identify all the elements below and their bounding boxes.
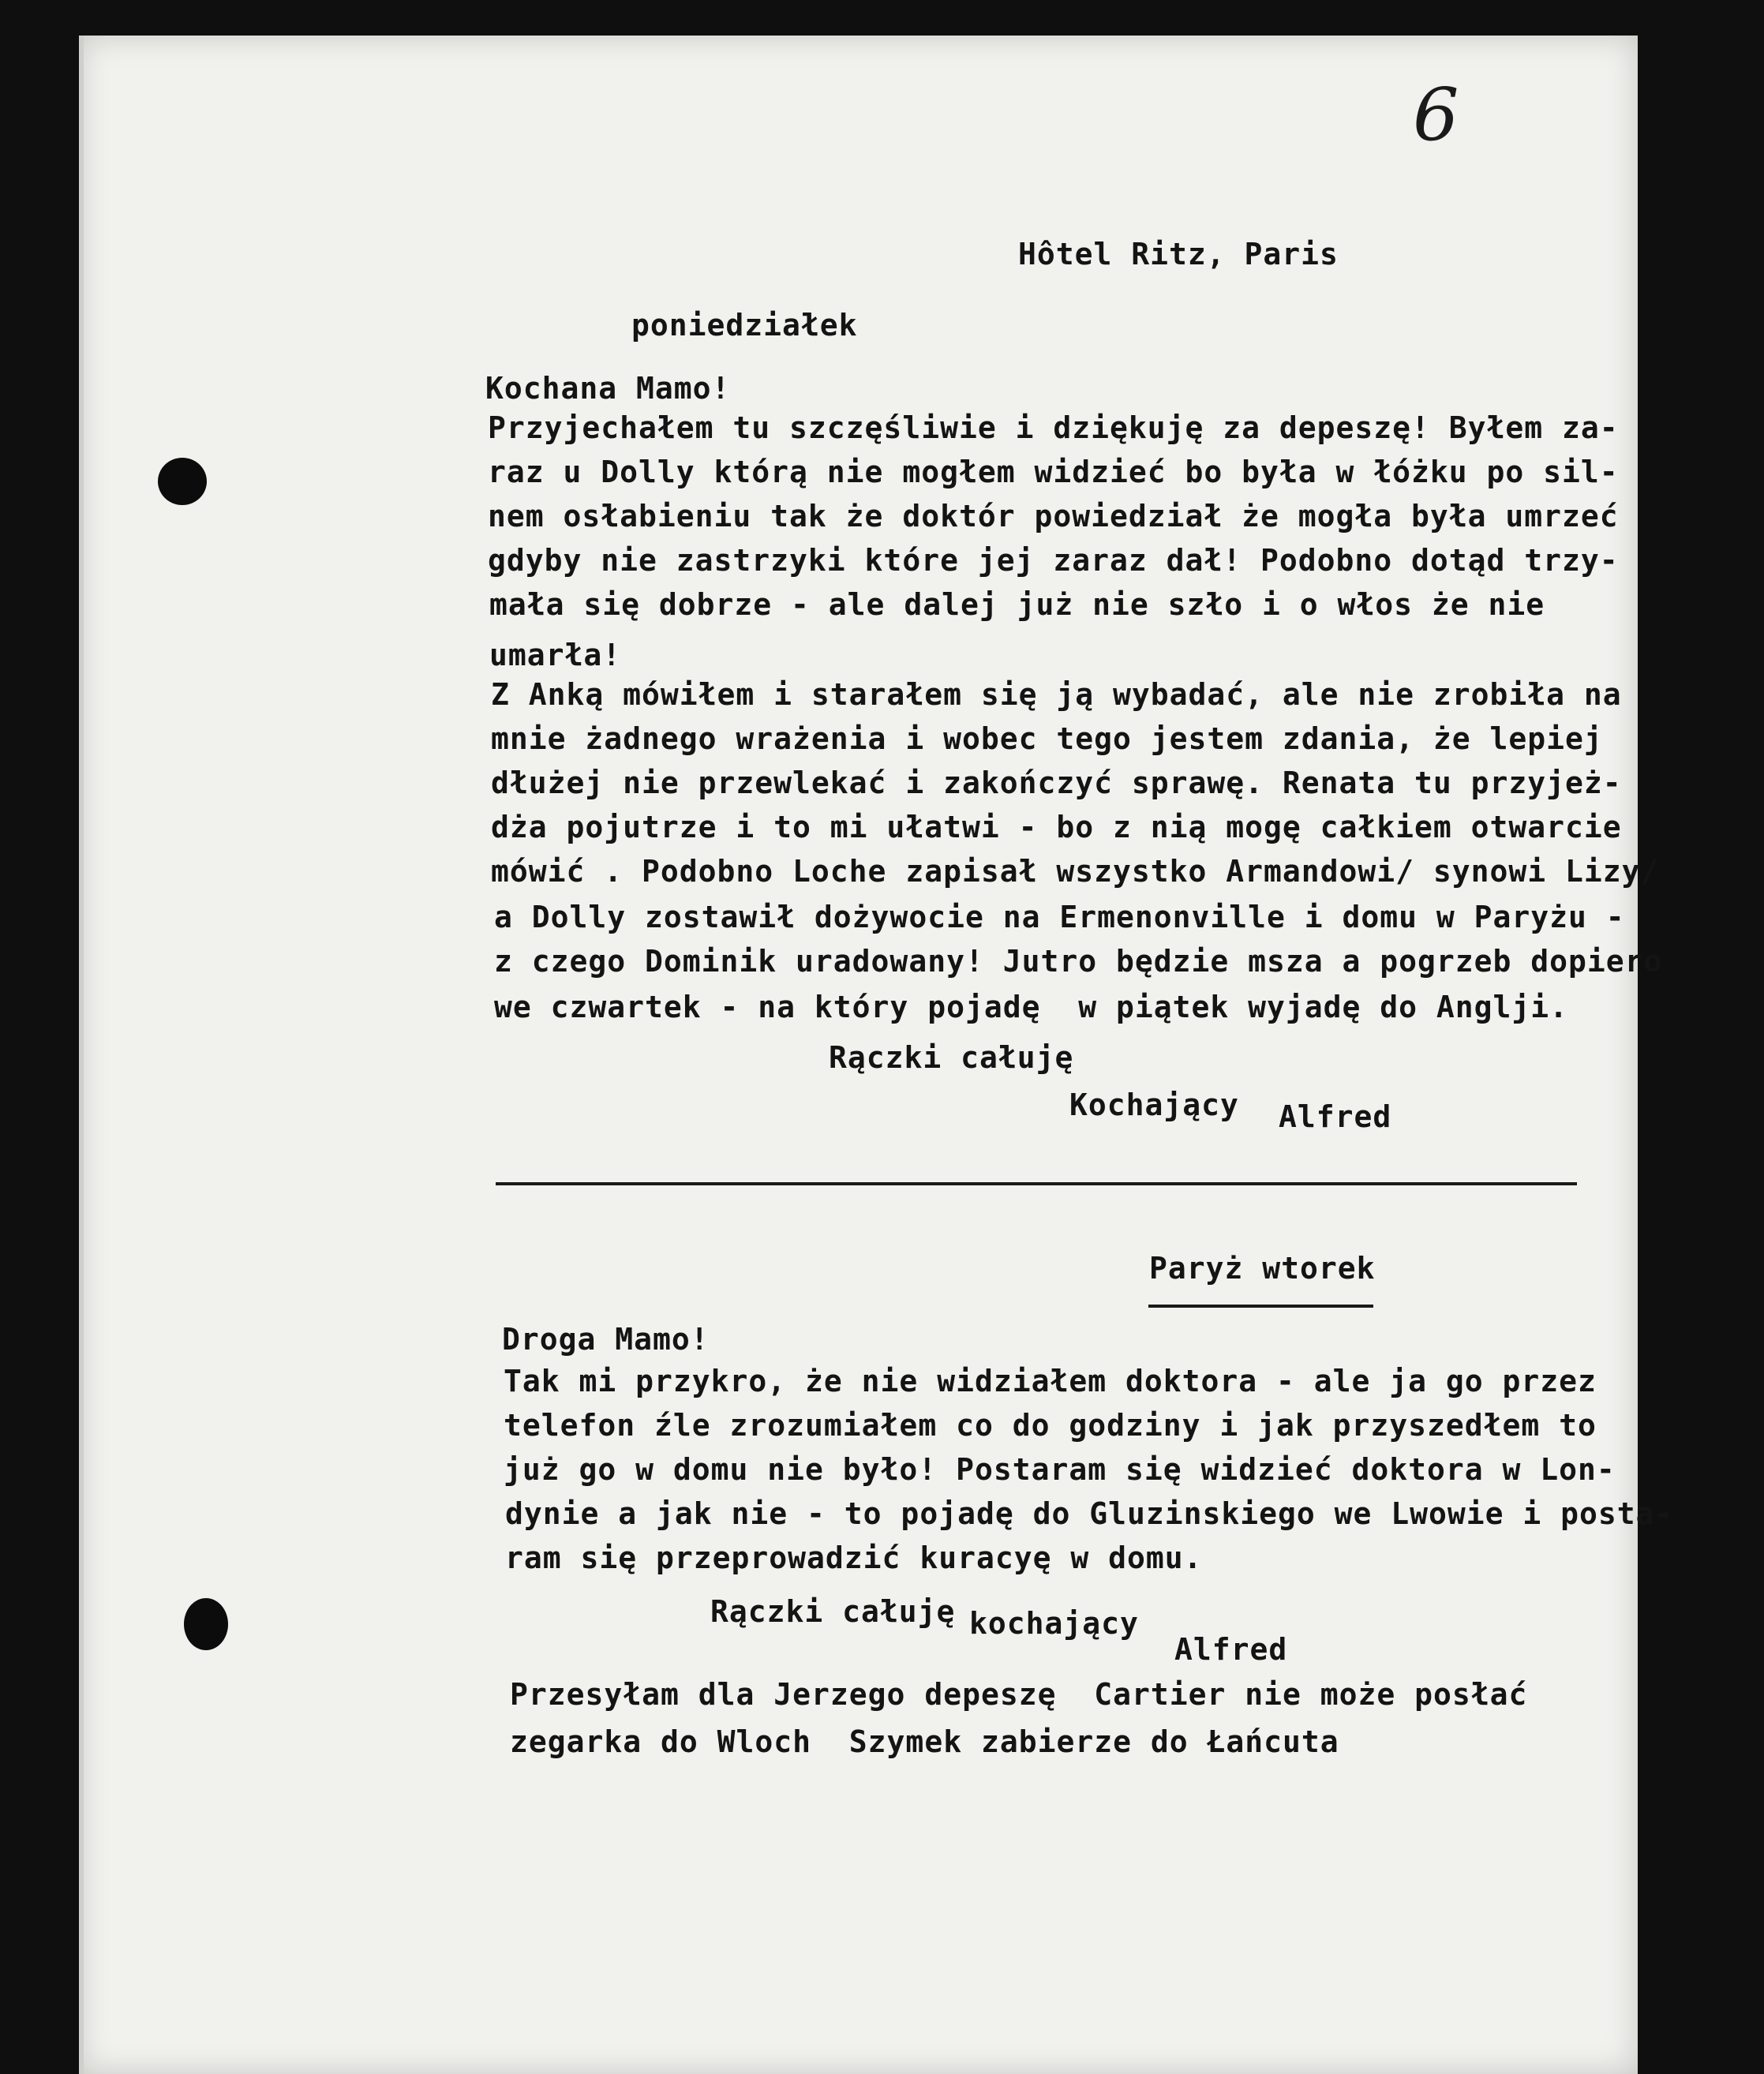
letter1-body-line: gdyby nie zastrzyki które jej zaraz dał! Podobno dotąd trzy- xyxy=(488,543,1619,578)
letter1-salutation: Kochana Mamo! xyxy=(485,371,731,406)
letter2-postscript-line: zegarka do Wloch Szymek zabierze do Łańcuta xyxy=(510,1724,1339,1759)
page-number: 6 xyxy=(1413,73,1459,157)
letter1-body-line: mówić . Podobno Loche zapisał wszystko Armandowi/ synowi Lizy/ xyxy=(491,854,1660,889)
letter2-salutation: Droga Mamo! xyxy=(502,1322,710,1357)
letter1-closing2: Kochający xyxy=(1069,1088,1239,1122)
punch-hole-bottom xyxy=(184,1598,228,1650)
letter2-body-line: Tak mi przykro, że nie widziałem doktora - ale ja go przez xyxy=(504,1364,1597,1398)
letter2-body-line: dynie a jak nie - to pojadę do Gluzinskiego we Lwowie i posta- xyxy=(505,1496,1674,1531)
letter1-closing: Rączki całuję xyxy=(829,1040,1074,1075)
letter2-closing2: kochający xyxy=(969,1606,1139,1641)
letter1-signature: Alfred xyxy=(1279,1099,1392,1134)
letter1-day: poniedziałek xyxy=(631,308,858,343)
divider-rule xyxy=(496,1182,1577,1185)
letter2-heading: Paryż wtorek xyxy=(1149,1251,1376,1286)
punch-hole-top xyxy=(158,458,207,505)
letter1-body-line: umarła! xyxy=(489,638,622,672)
letter1-body-line: z czego Dominik uradowany! Jutro będzie msza a pogrzeb dopiero xyxy=(494,944,1663,979)
letter2-postscript-line: Przesyłam dla Jerzego depeszę Cartier nie może posłać xyxy=(510,1677,1528,1712)
letter1-body-line: Z Anką mówiłem i starałem się ją wybadać, ale nie zrobiła na xyxy=(491,677,1622,712)
letter2-body-line: ram się przeprowadzić kuracyę w domu. xyxy=(505,1541,1203,1575)
letter1-body-line: mała się dobrze - ale dalej już nie szło i o włos że nie xyxy=(489,587,1545,622)
letter1-body-line: nem osłabieniu tak że doktór powiedział że mogła była umrzeć xyxy=(488,499,1619,533)
letter2-body-line: już go w domu nie było! Postaram się widzieć doktora w Lon- xyxy=(504,1452,1616,1487)
letter1-address: Hôtel Ritz, Paris xyxy=(1018,237,1339,271)
letter1-body-line: a Dolly zostawił dożywocie na Ermenonville i domu w Paryżu - xyxy=(494,900,1625,934)
letter1-body-line: mnie żadnego wrażenia i wobec tego jestem zdania, że lepiej xyxy=(491,721,1603,756)
letter2-body-line: telefon źle zrozumiałem co do godziny i jak przyszedłem to xyxy=(504,1408,1597,1443)
letter2-heading-underline xyxy=(1148,1305,1373,1308)
letter1-body-line: raz u Dolly którą nie mogłem widzieć bo była w łóżku po sil- xyxy=(488,455,1619,489)
letter1-body-line: we czwartek - na który pojadę w piątek wyjadę do Anglji. xyxy=(494,990,1569,1024)
letter1-body-line: dłużej nie przewlekać i zakończyć sprawę. Renata tu przyjeż- xyxy=(491,766,1622,800)
letter1-body-line: Przyjechałem tu szczęśliwie i dziękuję za depeszę! Byłem za- xyxy=(488,410,1619,445)
letter2-closing: Rączki całuję xyxy=(710,1594,956,1629)
letter1-body-line: dża pojutrze i to mi ułatwi - bo z nią mogę całkiem otwarcie xyxy=(491,810,1622,844)
sheet-edge xyxy=(79,36,84,2074)
letter2-signature: Alfred xyxy=(1174,1632,1288,1667)
